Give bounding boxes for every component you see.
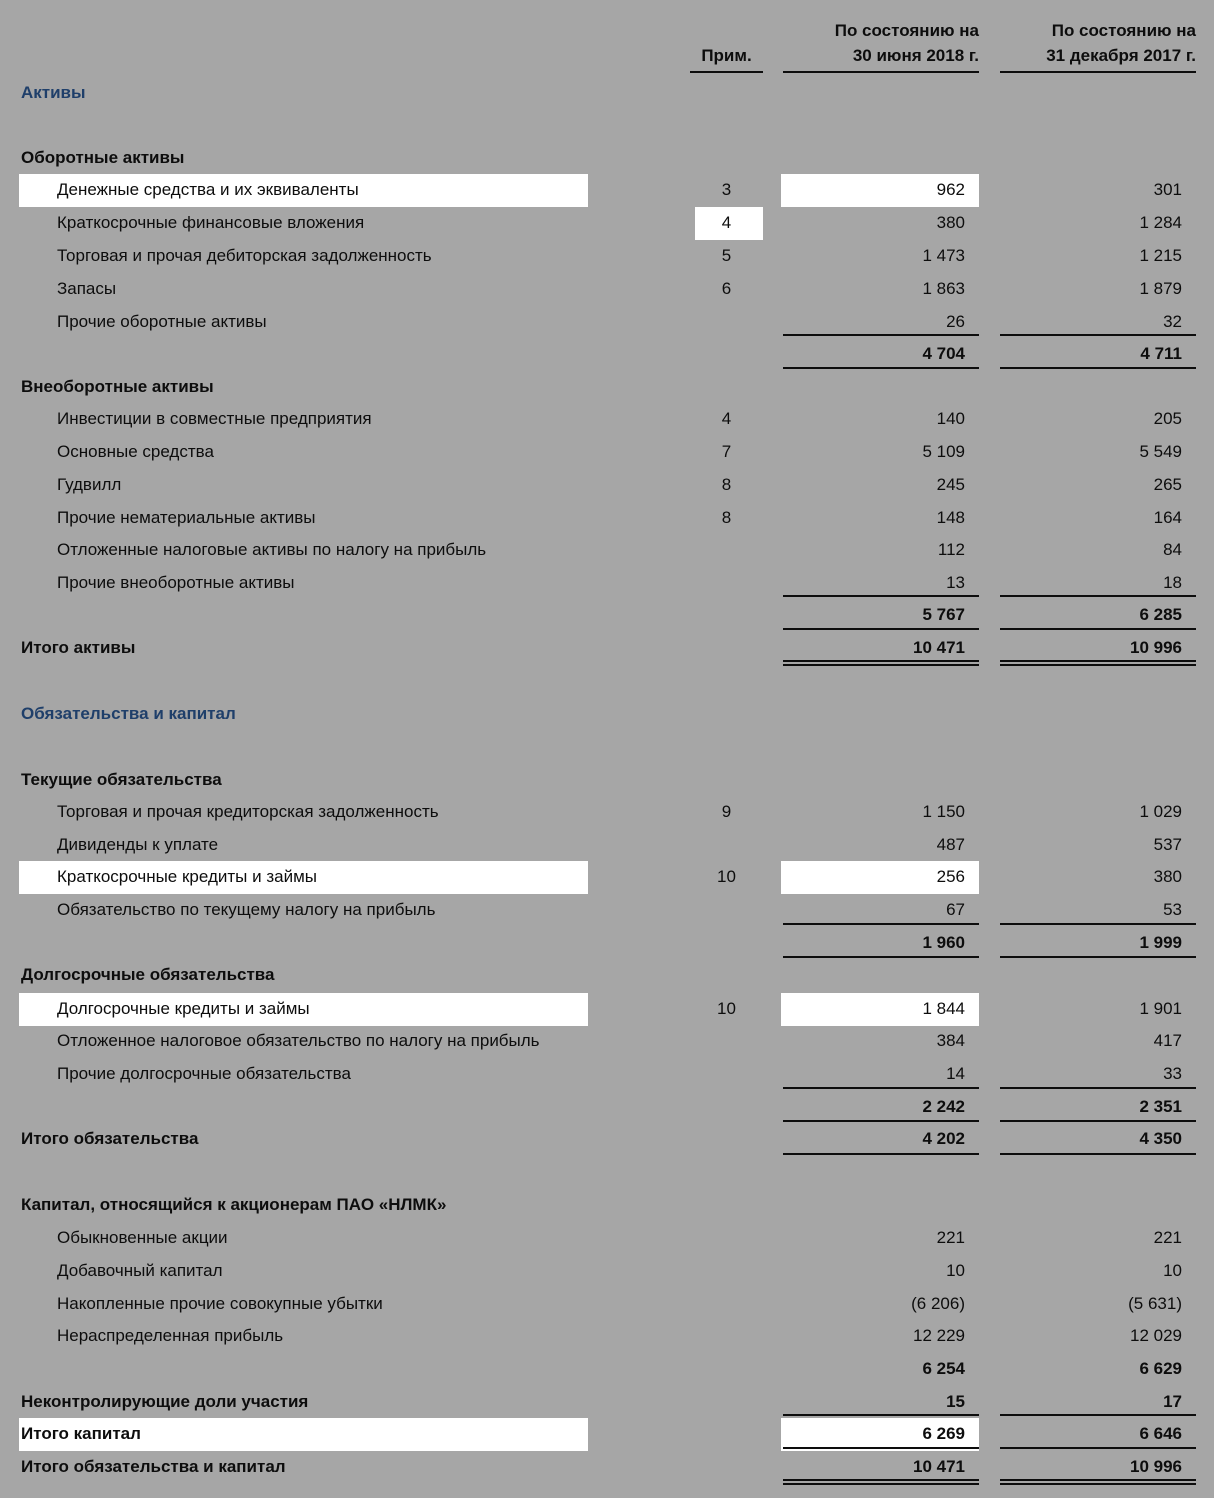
value-2017: 380 [1153,867,1182,886]
value-2017: 1 901 [1139,999,1182,1018]
subtotal-row [0,927,1214,959]
column-header-2017 [1000,18,1196,68]
group-heading [0,371,1214,403]
row-label: Долгосрочные кредиты и займы [57,999,310,1018]
row-label: Оборотные активы [21,148,185,167]
single-rule [1000,1120,1196,1122]
single-rule [783,334,979,336]
row-label: Обязательства и капитал [21,704,236,723]
column-header-2018-line2: 30 июня 2018 г. [852,46,979,65]
total-row [0,1418,1214,1450]
row-label: Нераспределенная прибыль [57,1326,284,1345]
note-ref: 8 [721,475,732,494]
single-rule [783,956,979,958]
value-2017: 32 [1163,312,1182,331]
row-label: Текущие обязательства [21,770,222,789]
value-2018: 10 [946,1261,965,1280]
header-underline-2018 [783,71,979,73]
single-rule [783,595,979,597]
value-2017: 1 029 [1139,802,1182,821]
table-row [0,436,1214,468]
table-row [0,534,1214,566]
value-2018: 10 471 [913,638,965,657]
table-row [0,207,1214,239]
value-2018: 148 [936,508,965,527]
single-rule [1000,956,1196,958]
single-rule [1000,334,1196,336]
value-2017: 1 284 [1139,213,1182,232]
value-2018: 384 [936,1031,965,1050]
value-2017: 84 [1163,540,1182,559]
value-2018: 1 473 [922,246,965,265]
value-2018: 12 229 [913,1326,965,1345]
row-label: Итого активы [21,638,136,657]
row-label: Денежные средства и их эквиваленты [57,180,359,199]
single-rule [783,1414,979,1416]
value-2018: 15 [946,1392,965,1411]
value-2018: 67 [946,900,965,919]
double-rule [1000,660,1196,662]
single-rule [1000,1447,1196,1449]
row-label: Добавочный капитал [57,1261,223,1280]
value-2018: 1 960 [922,933,965,952]
value-2017: 4 711 [1140,344,1182,363]
single-rule [1000,628,1196,630]
column-header-2018-line1: По состоянию на [834,21,979,40]
value-2017: 1 879 [1139,279,1182,298]
single-rule [783,628,979,630]
value-2017: 164 [1153,508,1182,527]
value-2017: 12 029 [1130,1326,1182,1345]
double-rule [783,660,979,662]
value-2017: 301 [1153,180,1182,199]
table-row [0,174,1214,206]
row-label: Итого обязательства и капитал [21,1457,286,1476]
value-2018: 221 [936,1228,965,1247]
note-ref: 3 [721,180,732,199]
row-label: Гудвилл [57,475,122,494]
row-label: Неконтролирующие доли участия [21,1392,309,1411]
note-ref: 6 [721,279,732,298]
column-header-2018 [783,18,979,68]
note-column-header: Прим. [701,46,752,65]
group-heading [0,1189,1214,1221]
row-label: Запасы [57,279,117,298]
row-label: Активы [21,83,86,102]
group-heading [0,959,1214,991]
table-row [0,240,1214,272]
single-rule [783,1087,979,1089]
table-row [0,1255,1214,1287]
value-2017: 17 [1163,1392,1182,1411]
row-label: Обязательство по текущему налогу на прибыль [57,900,436,919]
single-rule [1000,595,1196,597]
value-2017: (5 631) [1128,1294,1182,1313]
row-label: Итого капитал [21,1424,141,1443]
value-2018: 13 [946,573,965,592]
row-label: Итого обязательства [21,1129,199,1148]
value-2017: 265 [1153,475,1182,494]
single-rule [783,1120,979,1122]
note-ref: 4 [721,213,732,232]
value-2017: 10 996 [1130,1457,1182,1476]
value-2017: 6 646 [1139,1424,1182,1443]
note-ref: 4 [721,409,732,428]
value-2018: 5 109 [922,442,965,461]
row-label: Краткосрочные финансовые вложения [57,213,365,232]
subtotal-row [0,1353,1214,1385]
row-label: Внеоборотные активы [21,377,214,396]
double-rule [783,664,979,666]
subtotal-row [0,1091,1214,1123]
row-label: Основные средства [57,442,214,461]
value-2017: 205 [1153,409,1182,428]
note-ref: 7 [721,442,732,461]
single-rule [1000,1414,1196,1416]
value-2017: 537 [1153,835,1182,854]
table-row [0,1288,1214,1320]
double-rule [1000,1483,1196,1485]
single-rule [1000,1153,1196,1155]
table-row [0,993,1214,1025]
row-label: Торговая и прочая кредиторская задолженность [57,802,439,821]
row-label: Краткосрочные кредиты и займы [57,867,317,886]
table-row [0,829,1214,861]
row-label: Прочие оборотные активы [57,312,267,331]
section-heading [0,698,1214,730]
value-2018: 26 [946,312,965,331]
value-2017: 6 285 [1139,605,1182,624]
single-rule [783,1153,979,1155]
column-header-2017-line2: 31 декабря 2017 г. [1046,46,1196,65]
note-ref: 10 [717,999,736,1018]
subtotal-row [0,338,1214,370]
column-header-2017-line1: По состоянию на [1051,21,1196,40]
row-label: Обыкновенные акции [57,1228,228,1247]
table-row [0,273,1214,305]
value-2018: 962 [936,180,965,199]
value-2018: 4 202 [922,1129,965,1148]
value-2018: 5 767 [922,605,965,624]
value-2017: 53 [1163,900,1182,919]
row-label: Прочие долгосрочные обязательства [57,1064,351,1083]
single-rule [783,367,979,369]
value-2018: 140 [936,409,965,428]
value-2018: 1 863 [922,279,965,298]
value-2017: 5 549 [1139,442,1182,461]
value-2018: 10 471 [913,1457,965,1476]
table-row [0,469,1214,501]
table-row [0,1025,1214,1057]
header-underline-2017 [1000,71,1196,73]
value-2018: 487 [936,835,965,854]
section-heading [0,77,1214,109]
table-row [0,796,1214,828]
note-ref: 10 [717,867,736,886]
value-2018: 4 704 [922,344,965,363]
row-label: Отложенные налоговые активы по налогу на прибыль [57,540,487,559]
row-label: Отложенное налоговое обязательство по налогу на прибыль [57,1031,540,1050]
header-underline-note [690,71,763,73]
value-2018: (6 206) [911,1294,965,1313]
double-rule [783,1483,979,1485]
value-2017: 33 [1163,1064,1182,1083]
value-2018: 245 [936,475,965,494]
subtotal-row [0,599,1214,631]
value-2018: 14 [946,1064,965,1083]
value-2017: 18 [1163,573,1182,592]
note-ref: 9 [721,802,732,821]
row-label: Долгосрочные обязательства [21,965,275,984]
table-row [0,1320,1214,1352]
double-rule [1000,1479,1196,1481]
value-2018: 2 242 [922,1097,965,1116]
table-row [0,861,1214,893]
value-2018: 6 269 [922,1424,965,1443]
value-2017: 4 350 [1139,1129,1182,1148]
double-rule [1000,664,1196,666]
table-row [0,1222,1214,1254]
row-label: Капитал, относящийся к акционерам ПАО «НЛМК» [21,1195,447,1214]
table-row [0,502,1214,534]
row-label: Дивиденды к уплате [57,835,219,854]
single-rule [1000,1087,1196,1089]
table-row [0,1058,1214,1090]
single-rule [1000,367,1196,369]
value-2018: 256 [936,867,965,886]
value-2018: 1 844 [922,999,965,1018]
value-2017: 1 999 [1139,933,1182,952]
table-row [0,403,1214,435]
value-2018: 6 254 [922,1359,965,1378]
total-row [0,1123,1214,1155]
double-rule [783,1479,979,1481]
row-label: Торговая и прочая дебиторская задолженность [57,246,432,265]
row-label: Прочие нематериальные активы [57,508,316,527]
value-2018: 1 150 [922,802,965,821]
note-ref: 5 [721,246,732,265]
group-heading [0,142,1214,174]
row-label: Прочие внеоборотные активы [57,573,295,592]
group-heading [0,764,1214,796]
value-2017: 221 [1153,1228,1182,1247]
table-row [0,894,1214,926]
value-2017: 2 351 [1139,1097,1182,1116]
note-ref: 8 [721,508,732,527]
row-label: Накопленные прочие совокупные убытки [57,1294,383,1313]
value-2017: 1 215 [1139,246,1182,265]
single-rule [783,923,979,925]
value-2017: 10 996 [1130,638,1182,657]
row-label: Инвестиции в совместные предприятия [57,409,372,428]
value-2018: 380 [936,213,965,232]
value-2018: 112 [937,540,965,559]
value-2017: 6 629 [1139,1359,1182,1378]
value-2017: 417 [1153,1031,1182,1050]
value-2017: 10 [1163,1261,1182,1280]
single-rule [1000,923,1196,925]
single-rule [783,1447,979,1449]
